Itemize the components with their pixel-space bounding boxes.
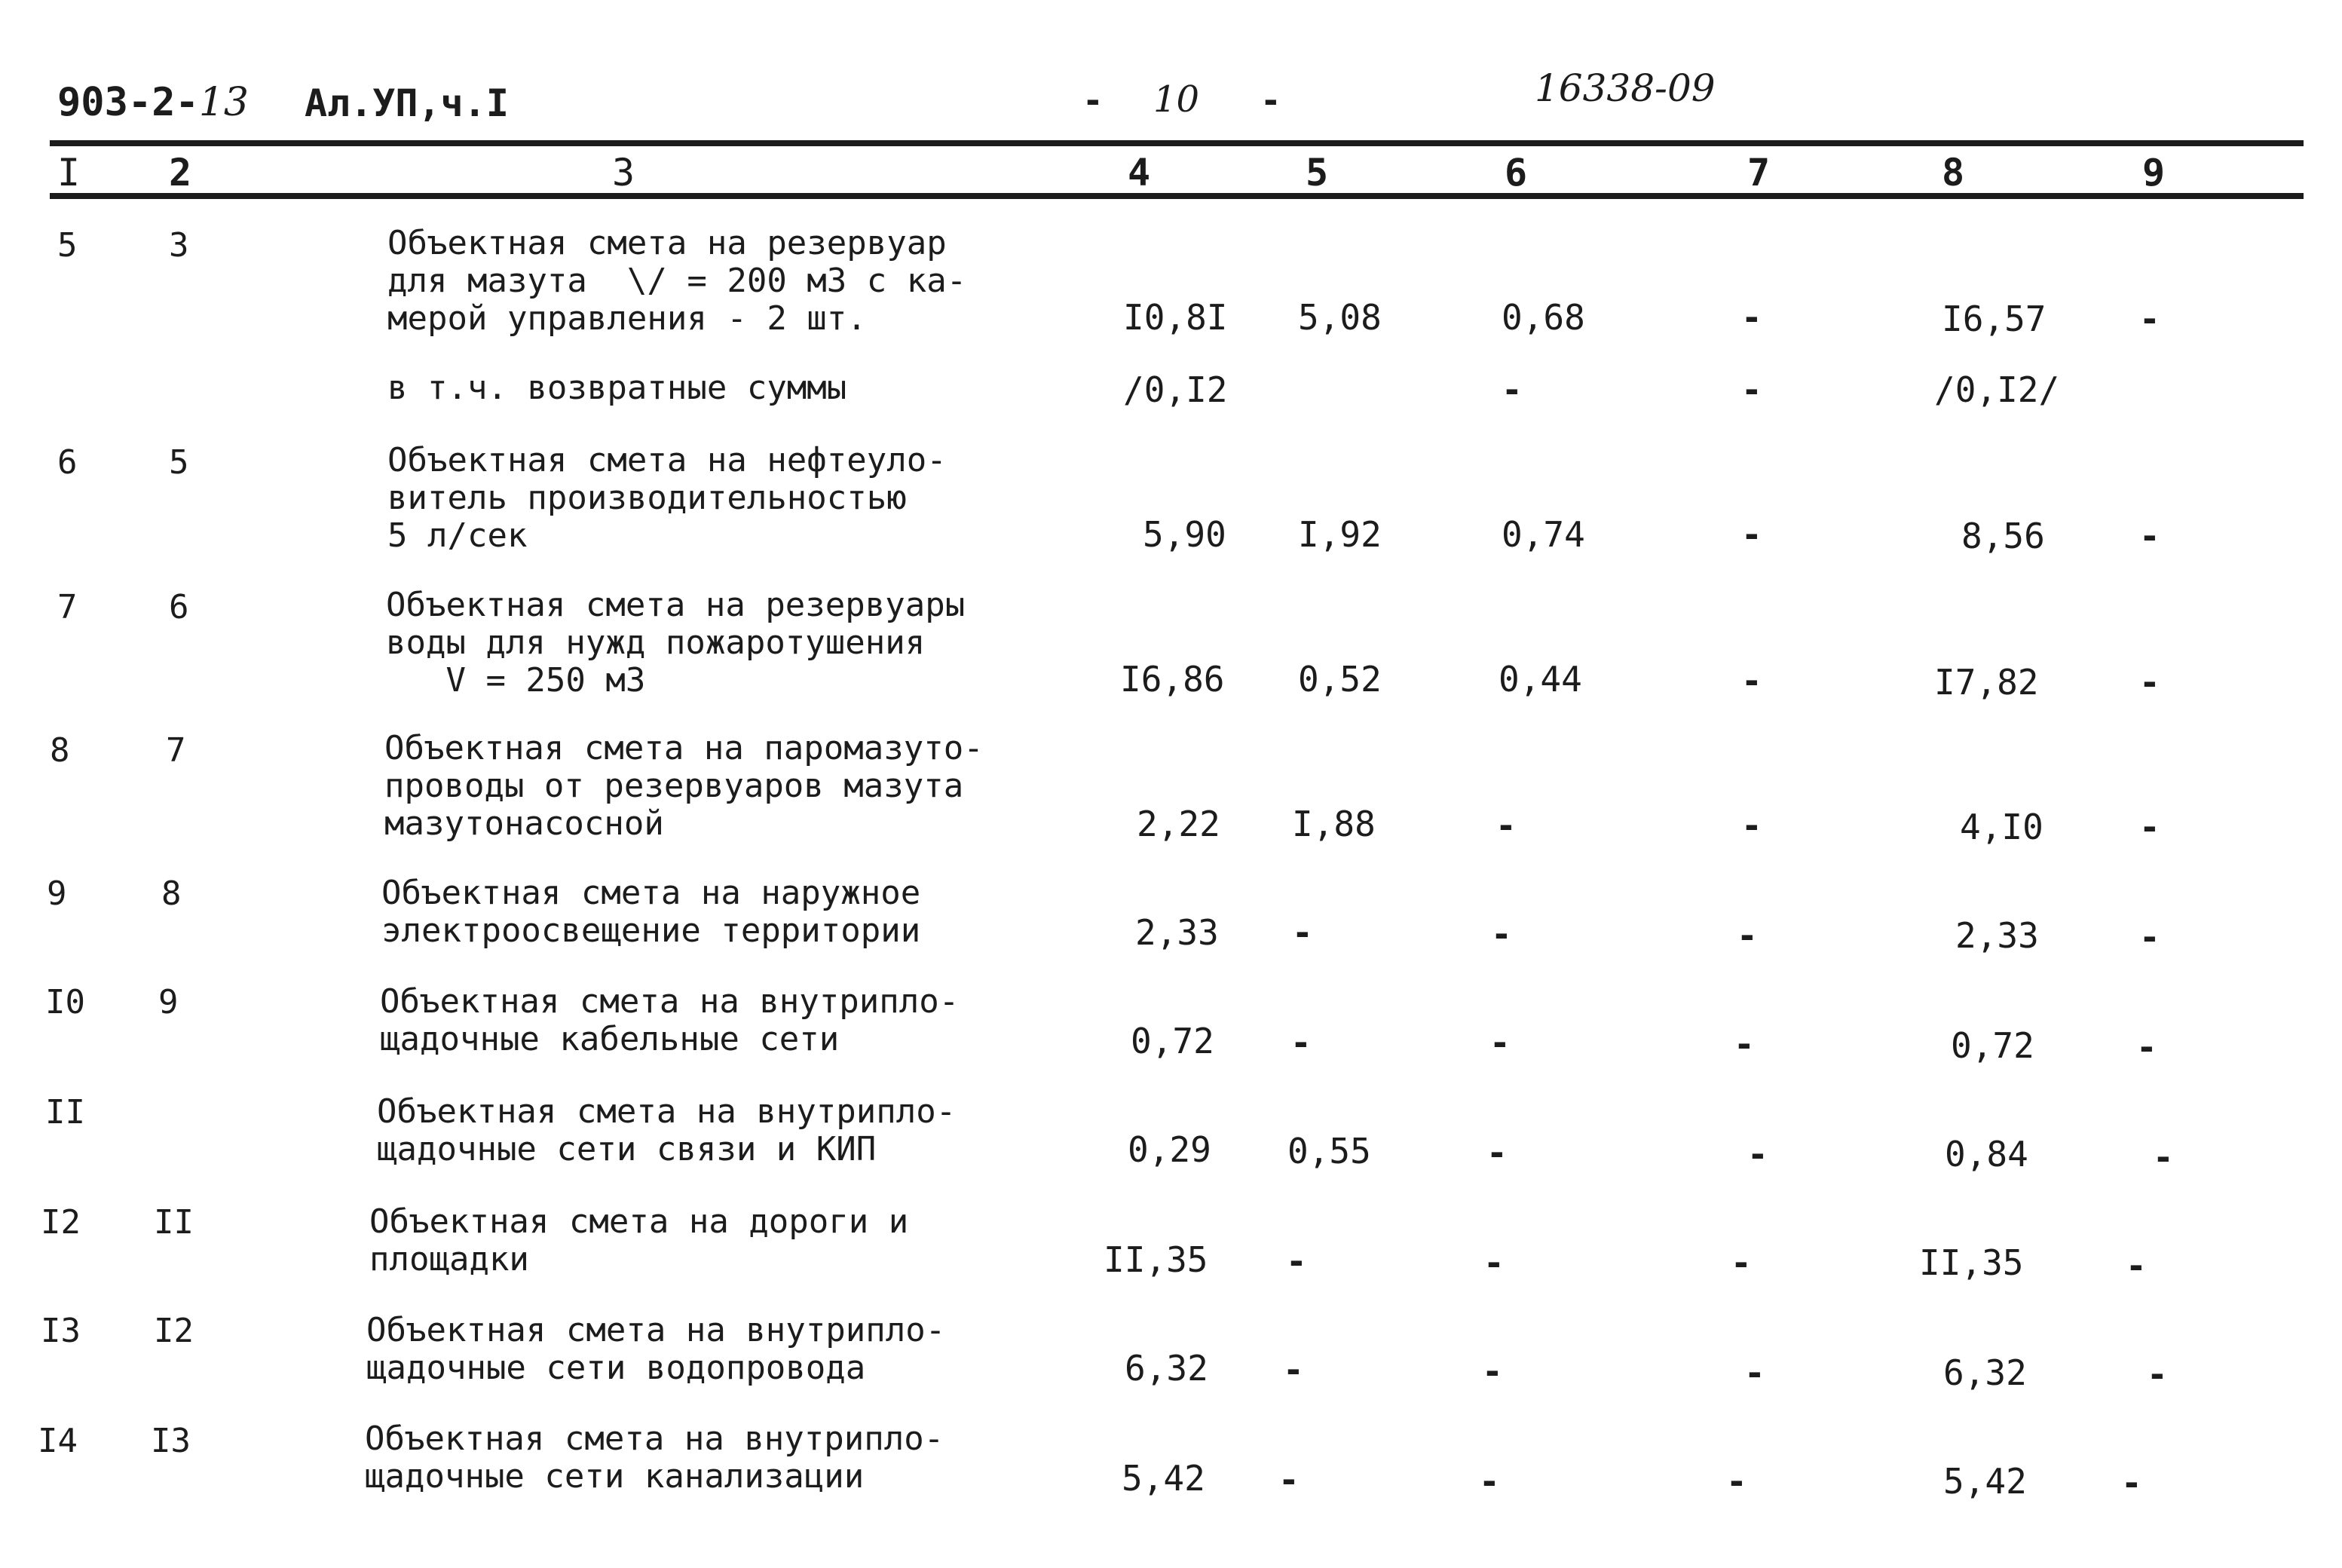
row-description: Объектная смета на внутрипло- щадочные сети связи и КИП	[377, 1092, 957, 1168]
row-description: Объектная смета на внутрипло- щадочные кабельные сети	[380, 982, 960, 1058]
page-number: 10	[1153, 78, 1200, 121]
cell-col4: 2,22	[1137, 804, 1220, 844]
cell-col7: -	[1734, 1024, 1755, 1064]
cell-col6: -	[1496, 805, 1517, 846]
column-header-6: 6	[1505, 151, 1528, 194]
document-code	[57, 80, 249, 125]
cell-col8: I7,82	[1934, 662, 2039, 703]
row-number: 5	[57, 226, 78, 265]
cell-col8: 2,33	[1955, 915, 2039, 956]
object-number: I2	[154, 1312, 194, 1350]
object-number: 8	[161, 874, 182, 913]
cell-col9: -	[2153, 1137, 2174, 1178]
cell-col9: -	[2121, 1462, 2142, 1503]
cell-col7: -	[1741, 805, 1762, 846]
cell-col7: -	[1741, 369, 1762, 410]
row-number: 7	[57, 588, 78, 626]
album-label: Ал.УП,ч.I	[305, 81, 509, 125]
header-rule-top	[50, 140, 2304, 146]
cell-col4: II,35	[1104, 1239, 1208, 1280]
row-number: 9	[47, 874, 67, 913]
row-description: Объектная смета на нефтеуло- витель производительностью 5 л/сек	[387, 441, 947, 555]
cell-col7: -	[1731, 1242, 1752, 1283]
document-number: 16338-09	[1535, 66, 1716, 110]
cell-col5: I,88	[1292, 804, 1376, 844]
document-code-handwritten: 13	[198, 80, 250, 125]
object-number: 3	[169, 226, 189, 265]
cell-col8: 0,72	[1951, 1025, 2034, 1066]
object-number: I3	[151, 1422, 191, 1460]
cell-col4: /0,I2	[1123, 369, 1228, 410]
cell-col9: -	[2126, 1245, 2147, 1286]
column-header-3: 3	[612, 151, 635, 194]
cell-col4: 0,72	[1131, 1021, 1214, 1061]
cell-col4: 6,32	[1125, 1348, 1208, 1389]
cell-col9: -	[2139, 807, 2160, 847]
row-number: I2	[41, 1203, 81, 1242]
row-number: I0	[45, 983, 85, 1021]
cell-col6: -	[1489, 1022, 1511, 1063]
cell-col5: -	[1278, 1459, 1300, 1500]
row-number: I3	[41, 1312, 81, 1350]
object-number: 7	[166, 731, 186, 770]
page-number-dash-right: -	[1260, 80, 1281, 121]
cell-col5: -	[1286, 1241, 1307, 1282]
row-description: Объектная смета на дороги и площадки	[369, 1202, 909, 1279]
row-description: Объектная смета на паромазуто- проводы от резервуаров мазута мазутонасосной	[384, 729, 984, 843]
cell-col6: -	[1486, 1132, 1508, 1173]
column-header-1: I	[57, 151, 81, 194]
cell-col6: -	[1502, 369, 1523, 410]
cell-col8: II,35	[1919, 1242, 2024, 1283]
cell-col6: -	[1483, 1242, 1505, 1283]
row-description: Объектная смета на внутрипло- щадочные сети канализации	[365, 1419, 944, 1496]
column-header-2: 2	[169, 151, 192, 194]
column-header-5: 5	[1306, 151, 1329, 194]
column-header-7: 7	[1747, 151, 1771, 194]
header-rule-bottom	[50, 193, 2304, 199]
cell-col4: 5,42	[1122, 1458, 1205, 1499]
cell-col7: -	[1747, 1134, 1768, 1174]
cell-col6: -	[1491, 914, 1512, 954]
cell-col4: I6,86	[1120, 659, 1225, 700]
column-header-8: 8	[1942, 151, 1965, 194]
cell-col5: 0,55	[1287, 1131, 1371, 1171]
cell-col8: 4,I0	[1960, 807, 2044, 847]
object-number: 6	[169, 588, 189, 626]
document-code-prefix: 903-2-	[57, 80, 199, 125]
cell-col8: 8,56	[1961, 516, 2045, 556]
cell-col9: -	[2139, 516, 2160, 556]
cell-col5: I,92	[1298, 514, 1382, 555]
cell-col5: -	[1290, 1022, 1312, 1063]
cell-col9: -	[2147, 1354, 2168, 1395]
row-description: Объектная смета на наружное электроосвещение территории	[381, 874, 921, 950]
object-number: II	[154, 1203, 194, 1242]
cell-col6: 0,68	[1502, 297, 1585, 338]
cell-col8: /0,I2/	[1934, 369, 2060, 410]
cell-col7: -	[1741, 660, 1762, 701]
object-number: 5	[169, 443, 189, 482]
cell-col7: -	[1726, 1461, 1747, 1502]
column-header-9: 9	[2142, 151, 2166, 194]
cell-col5: -	[1292, 912, 1313, 953]
cell-col5: -	[1283, 1349, 1304, 1390]
cell-col6: 0,74	[1502, 514, 1585, 555]
cell-col5: 0,52	[1298, 659, 1382, 700]
cell-col4: I0,8I	[1123, 297, 1228, 338]
row-description: в т.ч. возвратные суммы	[387, 369, 847, 407]
row-number: 8	[50, 731, 70, 770]
cell-col6: -	[1482, 1351, 1503, 1392]
cell-col7: -	[1737, 915, 1758, 956]
cell-col5: 5,08	[1298, 297, 1382, 338]
page-number-dash-left: -	[1082, 80, 1104, 121]
cell-col8: 6,32	[1943, 1352, 2027, 1393]
cell-col4: 5,90	[1143, 514, 1226, 555]
cell-col8: 0,84	[1945, 1134, 2028, 1174]
row-number: I4	[38, 1422, 78, 1460]
row-description: Объектная смета на внутрипло- щадочные сети водопровода	[366, 1311, 946, 1387]
cell-col6: 0,44	[1499, 659, 1582, 700]
column-header-4: 4	[1128, 151, 1151, 194]
cell-col4: 2,33	[1135, 912, 1219, 953]
row-description: Объектная смета на резервуар для мазута \/ = 200 м3 с ка- мерой управления - 2 шт.	[387, 224, 967, 338]
cell-col4: 0,29	[1128, 1129, 1211, 1170]
row-number: II	[45, 1093, 85, 1132]
cell-col8: 5,42	[1943, 1461, 2027, 1502]
cell-col8: I6,57	[1942, 299, 2047, 339]
cell-col9: -	[2136, 1027, 2157, 1067]
object-number: 9	[158, 983, 179, 1021]
row-description: Объектная смета на резервуары воды для нужд пожаротушения V = 250 м3	[386, 586, 966, 700]
cell-col9: -	[2139, 917, 2160, 957]
cell-col7: -	[1744, 1352, 1765, 1393]
cell-col7: -	[1741, 297, 1762, 338]
cell-col9: -	[2139, 299, 2160, 339]
cell-col7: -	[1741, 514, 1762, 555]
cell-col9: -	[2139, 662, 2160, 703]
row-number: 6	[57, 443, 78, 482]
cell-col6: -	[1479, 1461, 1500, 1502]
